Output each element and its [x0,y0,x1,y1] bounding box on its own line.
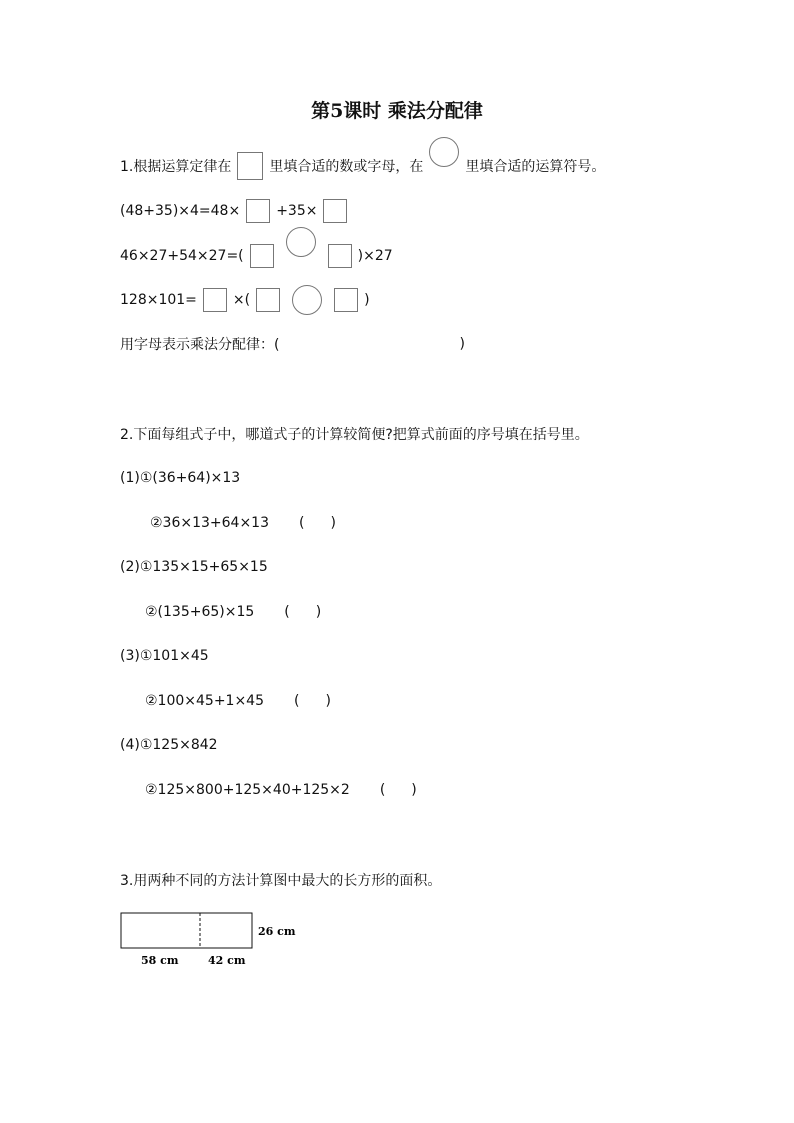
q1-intro-text-c: 里填合适的运算符号。 [465,159,606,175]
answer-box-1b[interactable] [323,199,347,223]
answer-paren-open-4: ( [379,782,386,798]
q2-g4-a-text: (4)①125×842 [120,737,218,753]
q2-g2-b-text: ②(135+65)×15 [145,604,255,620]
answer-paren-open-1: ( [299,515,305,531]
q1-line-1-text-b: +35× [276,203,318,219]
q2-group-4-option-1 [120,730,218,760]
answer-box-sample [237,152,263,180]
q1-intro [120,151,605,181]
q1-intro-text-b: 里填合适的数或字母，在 [269,159,424,175]
q2-g4-b-text: ②125×800+125×40+125×2 [145,782,350,798]
q2-group-3-option-2 [145,686,331,716]
q1-line-4-text-b: ) [459,336,465,352]
width1-label: 58 cm [141,954,179,967]
q2-g1-b-text: ②36×13+64×13 [150,515,269,531]
q1-line-2-text-a: 46×27+54×27=( [120,248,244,264]
largest-rectangle [121,913,252,948]
q1-line-2-text-b: )×27 [357,248,393,264]
q2-group-2-option-1 [120,552,268,582]
q1-intro-text-a: 1.根据运算定律在 [120,159,232,175]
answer-box-3b[interactable] [256,288,280,312]
answer-box-3a[interactable] [203,288,227,312]
answer-box-1a[interactable] [246,199,270,223]
q2-g3-b-text: ②100×45+1×45 [145,693,264,709]
answer-paren-close-1: ) [330,515,336,531]
q2-g3-a-text: (3)①101×45 [120,648,209,664]
rectangle-figure [110,900,310,975]
answer-paren-open-2: ( [284,604,290,620]
answer-paren-close-4: ) [411,782,417,798]
page-title: 第5课时 乘法分配律 [311,100,483,122]
q2-group-3-option-1 [120,641,209,671]
operator-circle-2[interactable] [286,227,316,257]
q2-group-1-option-1 [120,463,240,493]
answer-box-2a[interactable] [250,244,274,268]
answer-box-3c[interactable] [334,288,358,312]
q1-line-1 [120,196,353,226]
height-label: 26 cm [258,925,296,938]
q2-group-4-option-2 [145,775,417,805]
q1-line-1-text-a: (48+35)×4=48× [120,203,241,219]
q2-g1-a-text: (1)①(36+64)×13 [120,470,241,486]
answer-paren-close-2: ) [315,604,322,620]
answer-box-2b[interactable] [328,244,352,268]
q3-intro [120,865,441,895]
answer-paren-open-3: ( [294,693,300,709]
q1-line-3-text-a: 128×101= [120,292,197,308]
q2-g2-a-text: (2)①135×15+65×15 [120,559,268,575]
q1-line-3-text-b: ×( [232,292,251,308]
q1-line-4 [120,329,465,359]
width2-label: 42 cm [208,954,246,967]
q1-line-3 [120,285,370,315]
q1-line-3-text-c: ) [364,292,370,308]
operator-circle-3[interactable] [292,285,322,315]
q2-group-2-option-2 [145,597,321,627]
q2-intro [120,419,589,449]
q3-intro-text: 3.用两种不同的方法计算图中最大的长方形的面积。 [120,873,442,889]
q1-line-4-text-a: 用字母表示乘法分配律：( [120,337,280,353]
q1-line-2 [120,241,393,271]
q2-group-1-option-2 [150,508,336,538]
q2-intro-text: 2.下面每组式子中，哪道式子的计算较简便?把算式前面的序号填在括号里。 [120,427,589,443]
operator-circle-sample [429,137,459,167]
answer-paren-close-3: ) [325,693,331,709]
